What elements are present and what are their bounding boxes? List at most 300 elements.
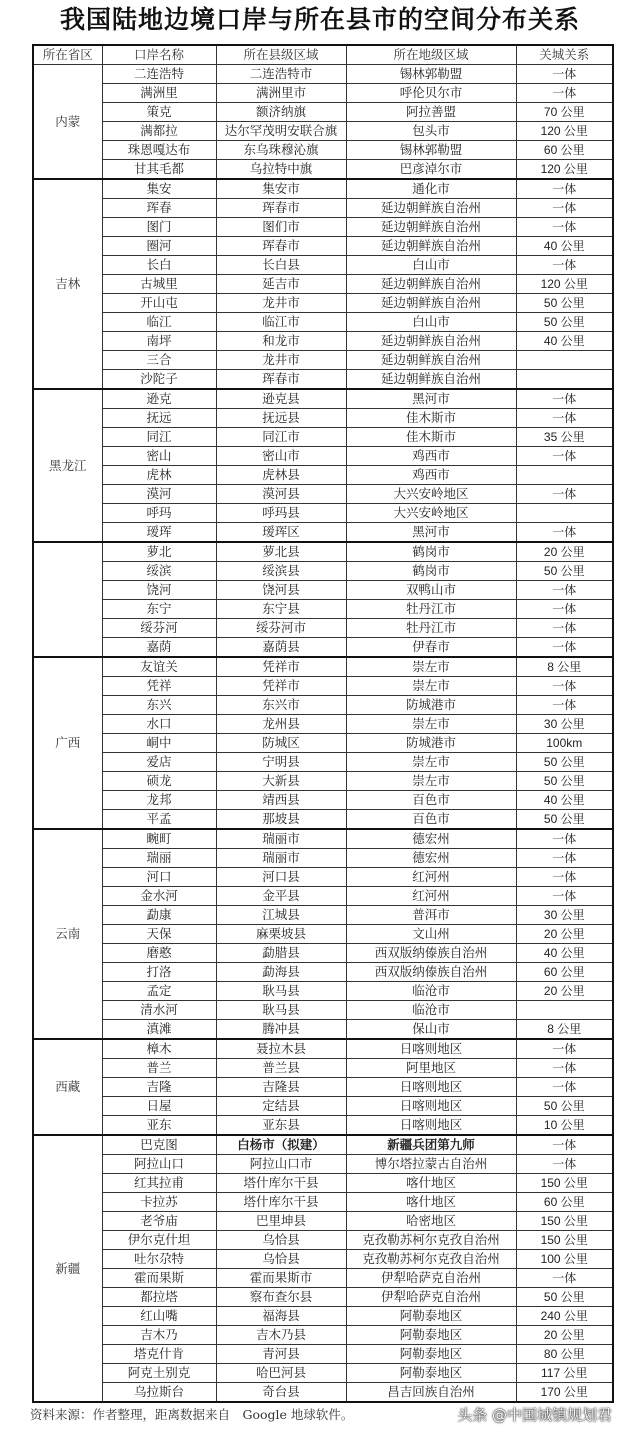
table-row: [33, 313, 613, 332]
table-row: [33, 370, 613, 390]
county-cell: 普兰县: [216, 1059, 346, 1078]
prefecture-cell: 喀什地区: [346, 1174, 516, 1193]
port-name-cell: 日屋: [102, 1097, 216, 1116]
port-name-cell: 清水河: [102, 1001, 216, 1020]
prefecture-cell: 临沧市: [346, 1001, 516, 1020]
county-cell: 临江市: [216, 313, 346, 332]
port-name-cell: 友谊关: [102, 657, 216, 677]
port-name-cell: 吉隆: [102, 1078, 216, 1097]
county-cell: 密山市: [216, 447, 346, 466]
county-cell: 延吉市: [216, 275, 346, 294]
table-row: [33, 485, 613, 504]
prefecture-cell: 黑河市: [346, 523, 516, 543]
prefecture-cell: 西双版纳傣族自治州: [346, 963, 516, 982]
prefecture-cell: 阿勒泰地区: [346, 1307, 516, 1326]
prefecture-cell: 延边朝鲜族自治州: [346, 351, 516, 370]
county-cell: 东兴市: [216, 696, 346, 715]
prefecture-cell: 德宏州: [346, 829, 516, 849]
table-row: [33, 1039, 613, 1059]
table-row: [33, 256, 613, 275]
prefecture-cell: 延边朝鲜族自治州: [346, 332, 516, 351]
province-cell: 西藏: [33, 1039, 102, 1135]
prefecture-cell: 锡林郭勒盟: [346, 65, 516, 84]
prefecture-cell: 延边朝鲜族自治州: [346, 199, 516, 218]
province-cell: 云南: [33, 829, 102, 1039]
table-row: [33, 562, 613, 581]
table-row: [33, 619, 613, 638]
header-province: 所在省区: [33, 45, 102, 65]
port-name-cell: 河口: [102, 868, 216, 887]
table-row: [33, 179, 613, 199]
prefecture-cell: 延边朝鲜族自治州: [346, 370, 516, 390]
port-name-cell: 绥芬河: [102, 619, 216, 638]
header-prefecture: 所在地级区域: [346, 45, 516, 65]
relation-cell: [516, 370, 613, 390]
prefecture-cell: 锡林郭勒盟: [346, 141, 516, 160]
prefecture-cell: 红河州: [346, 887, 516, 906]
table-row: [33, 389, 613, 409]
table-row: [33, 906, 613, 925]
table-row: [33, 1135, 613, 1155]
prefecture-cell: 百色市: [346, 791, 516, 810]
relation-cell: 50 公里: [516, 1288, 613, 1307]
table-row: [33, 1250, 613, 1269]
port-name-cell: 抚远: [102, 409, 216, 428]
county-cell: 耿马县: [216, 1001, 346, 1020]
table-row: [33, 218, 613, 237]
port-name-cell: 峒中: [102, 734, 216, 753]
county-cell: 珲春市: [216, 237, 346, 256]
port-name-cell: 东兴: [102, 696, 216, 715]
county-cell: 虎林县: [216, 466, 346, 485]
relation-cell: 60 公里: [516, 963, 613, 982]
county-cell: 勐海县: [216, 963, 346, 982]
relation-cell: 一体: [516, 523, 613, 543]
port-name-cell: 虎林: [102, 466, 216, 485]
border-port-table: [32, 44, 614, 1403]
table-row: [33, 1383, 613, 1403]
port-name-cell: 珠恩嘎达布: [102, 141, 216, 160]
relation-cell: 50 公里: [516, 810, 613, 830]
relation-cell: 一体: [516, 179, 613, 199]
port-name-cell: 霍而果斯: [102, 1269, 216, 1288]
port-name-cell: 开山屯: [102, 294, 216, 313]
table-row: [33, 542, 613, 562]
prefecture-cell: 阿勒泰地区: [346, 1345, 516, 1364]
relation-cell: 一体: [516, 600, 613, 619]
county-cell: 逊克县: [216, 389, 346, 409]
prefecture-cell: 伊春市: [346, 638, 516, 658]
table-row: [33, 868, 613, 887]
county-cell: 阿拉山口市: [216, 1155, 346, 1174]
table-row: [33, 1326, 613, 1345]
prefecture-cell: 西双版纳傣族自治州: [346, 944, 516, 963]
port-name-cell: 畹町: [102, 829, 216, 849]
county-cell: 金平县: [216, 887, 346, 906]
header-row: [33, 45, 613, 65]
port-name-cell: 老爷庙: [102, 1212, 216, 1231]
county-cell: 瑷珲区: [216, 523, 346, 543]
watermark: 头条 @中国城镇规划君: [457, 1406, 612, 1424]
relation-cell: 20 公里: [516, 982, 613, 1001]
table-row: [33, 409, 613, 428]
relation-cell: 20 公里: [516, 925, 613, 944]
relation-cell: 100km: [516, 734, 613, 753]
prefecture-cell: 鹤岗市: [346, 562, 516, 581]
prefecture-cell: 哈密地区: [346, 1212, 516, 1231]
port-name-cell: 水口: [102, 715, 216, 734]
table-row: [33, 734, 613, 753]
county-cell: 绥芬河市: [216, 619, 346, 638]
relation-cell: 40 公里: [516, 791, 613, 810]
county-cell: 乌拉特中旗: [216, 160, 346, 180]
port-name-cell: 甘其毛都: [102, 160, 216, 180]
table-row: [33, 849, 613, 868]
port-name-cell: 卡拉苏: [102, 1193, 216, 1212]
relation-cell: 50 公里: [516, 753, 613, 772]
prefecture-cell: 鸡西市: [346, 447, 516, 466]
relation-cell: [516, 504, 613, 523]
port-name-cell: 嘉荫: [102, 638, 216, 658]
prefecture-cell: 鸡西市: [346, 466, 516, 485]
table-row: [33, 944, 613, 963]
relation-cell: 50 公里: [516, 313, 613, 332]
county-cell: 奇台县: [216, 1383, 346, 1403]
prefecture-cell: 延边朝鲜族自治州: [346, 275, 516, 294]
prefecture-cell: 克孜勒苏柯尔克孜自治州: [346, 1231, 516, 1250]
table-row: [33, 982, 613, 1001]
relation-cell: 80 公里: [516, 1345, 613, 1364]
prefecture-cell: 克孜勒苏柯尔克孜自治州: [346, 1250, 516, 1269]
prefecture-cell: 巴彦淖尔市: [346, 160, 516, 180]
table-row: [33, 925, 613, 944]
county-cell: 二连浩特市: [216, 65, 346, 84]
county-cell: 哈巴河县: [216, 1364, 346, 1383]
prefecture-cell: 防城港市: [346, 696, 516, 715]
relation-cell: 一体: [516, 829, 613, 849]
relation-cell: [516, 351, 613, 370]
port-name-cell: 金水河: [102, 887, 216, 906]
prefecture-cell: 日喀则地区: [346, 1097, 516, 1116]
prefecture-cell: 阿勒泰地区: [346, 1326, 516, 1345]
prefecture-cell: 大兴安岭地区: [346, 504, 516, 523]
port-name-cell: 珲春: [102, 199, 216, 218]
county-cell: 集安市: [216, 179, 346, 199]
port-name-cell: 孟定: [102, 982, 216, 1001]
port-name-cell: 红山嘴: [102, 1307, 216, 1326]
table-row: [33, 963, 613, 982]
table-row: [33, 1269, 613, 1288]
county-cell: 河口县: [216, 868, 346, 887]
table-row: [33, 351, 613, 370]
port-name-cell: 滇滩: [102, 1020, 216, 1040]
relation-cell: 20 公里: [516, 542, 613, 562]
prefecture-cell: 新疆兵团第九师: [346, 1135, 516, 1155]
relation-cell: 40 公里: [516, 944, 613, 963]
port-name-cell: 古城里: [102, 275, 216, 294]
port-name-cell: 吐尔尕特: [102, 1250, 216, 1269]
county-cell: 麻栗坡县: [216, 925, 346, 944]
province-cell: [33, 542, 102, 657]
relation-cell: 8 公里: [516, 657, 613, 677]
prefecture-cell: 百色市: [346, 810, 516, 830]
document-title: 我国陆地边境口岸与所在县市的空间分布关系: [59, 5, 580, 34]
table-row: [33, 141, 613, 160]
port-name-cell: 都拉塔: [102, 1288, 216, 1307]
county-cell: 福海县: [216, 1307, 346, 1326]
table-row: [33, 65, 613, 84]
table-row: [33, 237, 613, 256]
table-row: [33, 523, 613, 543]
table-row: [33, 1288, 613, 1307]
relation-cell: 一体: [516, 1078, 613, 1097]
county-cell: 嘉荫县: [216, 638, 346, 658]
relation-cell: 一体: [516, 868, 613, 887]
table-row: [33, 84, 613, 103]
prefecture-cell: 崇左市: [346, 715, 516, 734]
prefecture-cell: 双鸭山市: [346, 581, 516, 600]
port-name-cell: 龙邦: [102, 791, 216, 810]
port-name-cell: 亚东: [102, 1116, 216, 1136]
table-row: [33, 1193, 613, 1212]
county-cell: 东乌珠穆沁旗: [216, 141, 346, 160]
port-name-cell: 二连浩特: [102, 65, 216, 84]
relation-cell: 100 公里: [516, 1250, 613, 1269]
port-name-cell: 呼玛: [102, 504, 216, 523]
county-cell: 吉隆县: [216, 1078, 346, 1097]
port-name-cell: 樟木: [102, 1039, 216, 1059]
county-cell: 珲春市: [216, 199, 346, 218]
relation-cell: 40 公里: [516, 332, 613, 351]
relation-cell: 150 公里: [516, 1231, 613, 1250]
county-cell: 萝北县: [216, 542, 346, 562]
relation-cell: 一体: [516, 619, 613, 638]
port-name-cell: 瑞丽: [102, 849, 216, 868]
prefecture-cell: 伊犁哈萨克自治州: [346, 1288, 516, 1307]
county-cell: 图们市: [216, 218, 346, 237]
county-cell: 聂拉木县: [216, 1039, 346, 1059]
table-row: [33, 1097, 613, 1116]
county-cell: 亚东县: [216, 1116, 346, 1136]
table-row: [33, 1345, 613, 1364]
prefecture-cell: 昌吉回族自治州: [346, 1383, 516, 1403]
port-name-cell: 凭祥: [102, 677, 216, 696]
table-row: [33, 657, 613, 677]
relation-cell: 一体: [516, 1155, 613, 1174]
relation-cell: 一体: [516, 65, 613, 84]
county-cell: 长白县: [216, 256, 346, 275]
prefecture-cell: 大兴安岭地区: [346, 485, 516, 504]
prefecture-cell: 黑河市: [346, 389, 516, 409]
relation-cell: 150 公里: [516, 1212, 613, 1231]
county-cell: 珲春市: [216, 370, 346, 390]
prefecture-cell: 日喀则地区: [346, 1039, 516, 1059]
relation-cell: 20 公里: [516, 1326, 613, 1345]
county-cell: 乌恰县: [216, 1250, 346, 1269]
relation-cell: 一体: [516, 849, 613, 868]
relation-cell: 8 公里: [516, 1020, 613, 1040]
prefecture-cell: 文山州: [346, 925, 516, 944]
relation-cell: 50 公里: [516, 1097, 613, 1116]
county-cell: 漠河县: [216, 485, 346, 504]
county-cell: 达尔罕茂明安联合旗: [216, 122, 346, 141]
county-cell: 那坡县: [216, 810, 346, 830]
table-row: [33, 294, 613, 313]
port-name-cell: 临江: [102, 313, 216, 332]
table-row: [33, 1231, 613, 1250]
province-cell: 黑龙江: [33, 389, 102, 542]
prefecture-cell: 红河州: [346, 868, 516, 887]
relation-cell: 117 公里: [516, 1364, 613, 1383]
county-cell: 龙井市: [216, 351, 346, 370]
prefecture-cell: 崇左市: [346, 677, 516, 696]
county-cell: 瑞丽市: [216, 829, 346, 849]
port-name-cell: 东宁: [102, 600, 216, 619]
relation-cell: 35 公里: [516, 428, 613, 447]
relation-cell: [516, 1001, 613, 1020]
county-cell: 靖西县: [216, 791, 346, 810]
table-row: [33, 753, 613, 772]
relation-cell: 一体: [516, 696, 613, 715]
prefecture-cell: 延边朝鲜族自治州: [346, 237, 516, 256]
relation-cell: 一体: [516, 677, 613, 696]
county-cell: 大新县: [216, 772, 346, 791]
table-row: [33, 1155, 613, 1174]
prefecture-cell: 阿里地区: [346, 1059, 516, 1078]
prefecture-cell: 白山市: [346, 313, 516, 332]
port-name-cell: 乌拉斯台: [102, 1383, 216, 1403]
relation-cell: 120 公里: [516, 160, 613, 180]
port-name-cell: 沙陀子: [102, 370, 216, 390]
province-cell: 新疆: [33, 1135, 102, 1402]
county-cell: 饶河县: [216, 581, 346, 600]
port-name-cell: 南坪: [102, 332, 216, 351]
port-name-cell: 红其拉甫: [102, 1174, 216, 1193]
prefecture-cell: 崇左市: [346, 657, 516, 677]
county-cell: 塔什库尔干县: [216, 1193, 346, 1212]
table-row: [33, 447, 613, 466]
prefecture-cell: 保山市: [346, 1020, 516, 1040]
table-row: [33, 504, 613, 523]
relation-cell: 120 公里: [516, 122, 613, 141]
relation-cell: 10 公里: [516, 1116, 613, 1136]
prefecture-cell: 伊犁哈萨克自治州: [346, 1269, 516, 1288]
relation-cell: 70 公里: [516, 103, 613, 122]
prefecture-cell: 临沧市: [346, 982, 516, 1001]
port-name-cell: 萝北: [102, 542, 216, 562]
relation-cell: [516, 466, 613, 485]
relation-cell: 一体: [516, 199, 613, 218]
prefecture-cell: 日喀则地区: [346, 1116, 516, 1136]
prefecture-cell: 牡丹江市: [346, 619, 516, 638]
relation-cell: 一体: [516, 218, 613, 237]
county-cell: 呼玛县: [216, 504, 346, 523]
relation-cell: 一体: [516, 887, 613, 906]
county-cell: 宁明县: [216, 753, 346, 772]
relation-cell: 一体: [516, 256, 613, 275]
table-row: [33, 1020, 613, 1040]
prefecture-cell: 防城港市: [346, 734, 516, 753]
relation-cell: 一体: [516, 1135, 613, 1155]
port-name-cell: 塔克什肯: [102, 1345, 216, 1364]
port-name-cell: 勐康: [102, 906, 216, 925]
relation-cell: 30 公里: [516, 715, 613, 734]
relation-cell: 50 公里: [516, 562, 613, 581]
relation-cell: 一体: [516, 409, 613, 428]
port-name-cell: 磨憨: [102, 944, 216, 963]
table-row: [33, 829, 613, 849]
prefecture-cell: 崇左市: [346, 772, 516, 791]
table-row: [33, 1059, 613, 1078]
county-cell: 白杨市（拟建）: [216, 1135, 346, 1155]
county-cell: 绥滨县: [216, 562, 346, 581]
prefecture-cell: 包头市: [346, 122, 516, 141]
port-name-cell: 逊克: [102, 389, 216, 409]
relation-cell: 一体: [516, 389, 613, 409]
relation-cell: 150 公里: [516, 1174, 613, 1193]
port-name-cell: 阿拉山口: [102, 1155, 216, 1174]
port-name-cell: 阿克土别克: [102, 1364, 216, 1383]
relation-cell: 一体: [516, 638, 613, 658]
prefecture-cell: 阿勒泰地区: [346, 1364, 516, 1383]
table-row: [33, 199, 613, 218]
prefecture-cell: 博尔塔拉蒙古自治州: [346, 1155, 516, 1174]
table-row: [33, 103, 613, 122]
county-cell: 东宁县: [216, 600, 346, 619]
county-cell: 满洲里市: [216, 84, 346, 103]
county-cell: 同江市: [216, 428, 346, 447]
relation-cell: 40 公里: [516, 237, 613, 256]
table-row: [33, 1364, 613, 1383]
port-name-cell: 绥滨: [102, 562, 216, 581]
table-row: [33, 332, 613, 351]
table-row: [33, 122, 613, 141]
prefecture-cell: 白山市: [346, 256, 516, 275]
relation-cell: 一体: [516, 485, 613, 504]
table-wrapper: [32, 44, 612, 1424]
port-name-cell: 瑷珲: [102, 523, 216, 543]
port-name-cell: 图门: [102, 218, 216, 237]
port-name-cell: 巴克图: [102, 1135, 216, 1155]
relation-cell: 一体: [516, 84, 613, 103]
table-row: [33, 677, 613, 696]
table-row: [33, 715, 613, 734]
prefecture-cell: 佳木斯市: [346, 428, 516, 447]
relation-cell: 一体: [516, 1039, 613, 1059]
port-name-cell: 满都拉: [102, 122, 216, 141]
relation-cell: 240 公里: [516, 1307, 613, 1326]
relation-cell: 60 公里: [516, 1193, 613, 1212]
table-row: [33, 1212, 613, 1231]
county-cell: 霍而果斯市: [216, 1269, 346, 1288]
county-cell: 青河县: [216, 1345, 346, 1364]
county-cell: 吉木乃县: [216, 1326, 346, 1345]
port-name-cell: 集安: [102, 179, 216, 199]
port-name-cell: 密山: [102, 447, 216, 466]
table-row: [33, 810, 613, 830]
table-row: [33, 1307, 613, 1326]
prefecture-cell: 呼伦贝尔市: [346, 84, 516, 103]
relation-cell: 一体: [516, 581, 613, 600]
table-row: [33, 1116, 613, 1136]
port-name-cell: 打洛: [102, 963, 216, 982]
relation-cell: 60 公里: [516, 141, 613, 160]
county-cell: 定结县: [216, 1097, 346, 1116]
table-row: [33, 791, 613, 810]
port-name-cell: 爱店: [102, 753, 216, 772]
relation-cell: 50 公里: [516, 294, 613, 313]
header-relation: 关城关系: [516, 45, 613, 65]
